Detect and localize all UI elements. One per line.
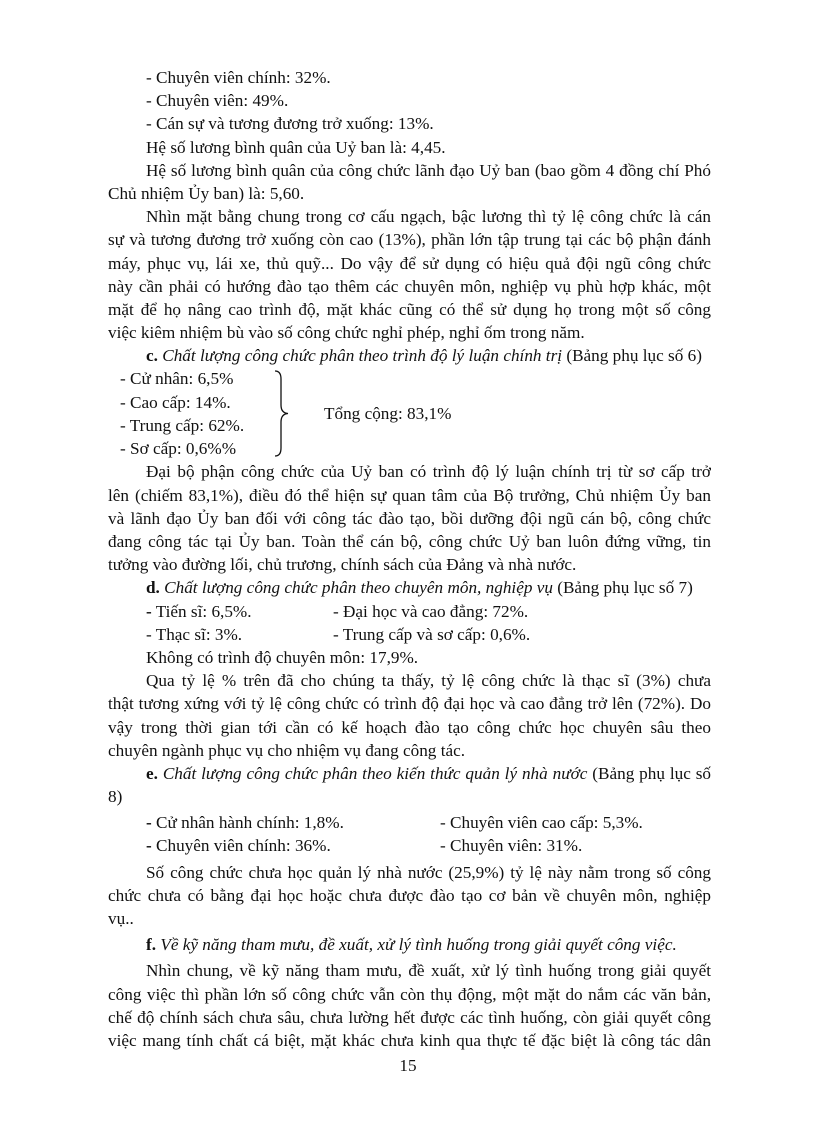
paragraph-line: Hệ số lương bình quân của Uỷ ban là: 4,45.: [146, 137, 446, 157]
table-reference-cont: 8): [108, 787, 123, 807]
section-label: d.: [146, 578, 160, 598]
section-title: Chất lượng công chức phân theo trình độ lý luận chính trị: [162, 346, 563, 366]
paragraph-line: Đại bộ phận công chức của Uỷ ban có trình độ lý luận chính trị từ sơ cấp trở: [146, 462, 711, 482]
bracket-list: [108, 367, 711, 460]
table-reference: (Bảng phụ lục số 6): [562, 346, 702, 366]
section-label: f.: [146, 935, 157, 955]
paragraph-line: việc mang tính chất cá biệt, mặt khác chưa kinh qua thực tế đặc biệt là công tác dân: [108, 1030, 711, 1050]
stat-item: - Chuyên viên: 31%.: [440, 836, 583, 856]
paragraph-line: mặt để họ nâng cao trình độ, mặt khác cũng có thể sử dụng họ trong một số công: [108, 299, 711, 319]
section-label: e.: [146, 763, 158, 783]
paragraph-line: Không có trình độ chuyên môn: 17,9%.: [146, 647, 419, 667]
paragraph-line: thật tương xứng với tỷ lệ công chức có trình độ đại học và cao đẳng trở lên (72%). Do: [108, 694, 711, 714]
stat-row: [108, 600, 711, 623]
paragraph-line: công việc thì phần lớn số công chức vẫn còn thụ động, một mặt do nắm các văn bản,: [108, 984, 711, 1004]
paragraph-line: chức chưa có bằng đại học hoặc chưa được đào tạo cơ bản về chuyên môn, nghiệp: [108, 885, 711, 905]
section-title: Chất lượng công chức phân theo kiến thức quản lý nhà nước: [162, 763, 588, 783]
bracket-items: [120, 367, 244, 460]
list-item: - Cử nhân: 6,5%: [120, 369, 234, 389]
stat-item: - Chuyên viên cao cấp: 5,3%.: [440, 813, 643, 833]
page-body: [108, 66, 711, 1052]
stat-item: - Cử nhân hành chính: 1,8%.: [146, 813, 344, 833]
section-heading-e: [108, 762, 711, 785]
stat-item: - Đại học và cao đẳng: 72%.: [333, 601, 529, 621]
paragraph-line: vụ..: [108, 909, 134, 928]
stat-row: [108, 623, 711, 646]
paragraph-line: sự và tương đương trở xuống còn cao (13%), phần lớn tập trung tại các bộ phận đánh: [108, 230, 711, 250]
list-item: - Cao cấp: 14%.: [120, 392, 231, 412]
stat-item: - Trung cấp và sơ cấp: 0,6%.: [333, 624, 531, 644]
table-reference: (Bảng phụ lục số 7): [552, 578, 693, 598]
paragraph-line: tưởng vào đường lối, chủ trương, chính sách của Đảng và nhà nước.: [108, 555, 577, 575]
page-number: 15: [399, 1056, 417, 1075]
section-label: c.: [146, 346, 158, 366]
table-reference: (Bảng phụ lục số: [587, 763, 711, 783]
paragraph-line: Qua tỷ lệ % trên đã cho chúng ta thấy, tỷ lệ công chức là thạc sĩ (3%) chưa: [146, 671, 711, 691]
paragraph-line: chuyên ngành phục vụ cho nhiệm vụ đang công tác.: [108, 740, 466, 760]
list-item: - Trung cấp: 62%.: [120, 415, 245, 435]
right-brace-icon: [272, 367, 296, 460]
paragraph-line: Hệ số lương bình quân của công chức lãnh đạo Uỷ ban (bao gồm 4 đồng chí Phó: [146, 160, 711, 180]
paragraph-line: Nhìn chung, về kỹ năng tham mưu, đề xuất, xử lý tình huống trong giải quyết: [146, 961, 711, 981]
paragraph-line: và lãnh đạo Ủy ban đối với công tác đào tạo, bồi dưỡng đội ngũ cán bộ, công chức: [108, 508, 711, 528]
paragraph-line: Số công chức chưa học quản lý nhà nước (25,9%) tỷ lệ này nằm trong số công: [146, 862, 711, 882]
paragraph-line: Chủ nhiệm Ủy ban) là: 5,60.: [108, 183, 305, 203]
stat-item: - Chuyên viên chính: 36%.: [146, 836, 331, 856]
paragraph-line: vậy trong thời gian tới cần có kế hoạch đào tạo công chức học chuyên sâu theo: [108, 717, 711, 737]
list-item: - Cán sự và tương đương trở xuống: 13%.: [146, 114, 434, 134]
paragraph-line: máy, phục vụ, lái xe, thủ quỹ... Do vậy để sử dụng có hiệu quả đội ngũ công chức: [108, 253, 711, 273]
list-item: - Chuyên viên: 49%.: [146, 91, 289, 111]
stat-row: [108, 834, 711, 857]
section-heading-c: [108, 344, 711, 367]
list-item: - Sơ cấp: 0,6%%: [120, 439, 237, 458]
paragraph-line: chế độ chính sách chưa sâu, chưa lường hết được các tình huống, còn giải quyết công: [108, 1007, 711, 1027]
stat-item: - Thạc sĩ: 3%.: [146, 624, 243, 644]
list-item: - Chuyên viên chính: 32%.: [146, 68, 331, 87]
paragraph-line: việc kiêm nhiệm bù vào số công chức nghỉ phép, nghỉ ốm trong năm.: [108, 323, 585, 343]
section-heading-f: [108, 933, 711, 956]
paragraph-line: đang công tác tại Ủy ban. Toàn thể cán bộ, công chức Uỷ ban luôn đứng vững, tin: [108, 532, 711, 551]
section-title: Chất lượng công chức phân theo chuyên môn, nghiệp vụ: [164, 578, 553, 598]
total-label: Tổng cộng: 83,1%: [324, 404, 452, 424]
paragraph-line: lên (chiếm 83,1%), điều đó thể hiện sự quan tâm của Bộ trưởng, Chủ nhiệm Ủy ban: [108, 485, 711, 505]
stat-item: - Tiến sĩ: 6,5%.: [146, 601, 252, 621]
section-title: Về kỹ năng tham mưu, đề xuất, xử lý tình huống trong giải quyết công việc.: [160, 935, 677, 955]
paragraph-line: này cần phải có hướng đào tạo thêm các chuyên môn, nghiệp vụ phù hợp khác, một: [108, 276, 711, 296]
section-heading-d: [108, 576, 711, 599]
paragraph-line: Nhìn mặt bằng chung trong cơ cấu ngạch, bậc lương thì tỷ lệ công chức là cán: [146, 207, 711, 227]
stat-row: [108, 811, 711, 834]
